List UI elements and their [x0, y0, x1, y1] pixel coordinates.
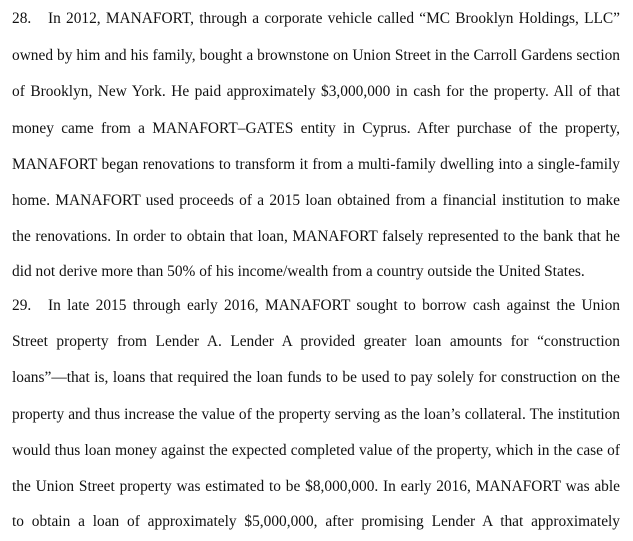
paragraph-28-line-8: did not derive more than 50% of his income/wealth from a country outside the United States. — [12, 263, 585, 280]
paragraph-29-line-2: Street property from Lender A. Lender A provided greater loan amounts for “construction — [12, 333, 620, 350]
paragraph-28-line-2: owned by him and his family, bought a brownstone on Union Street in the Carroll Gardens section — [12, 47, 620, 64]
paragraph-29-line-4: property and thus increase the value of the property serving as the loan’s collateral. The institution — [12, 406, 620, 423]
paragraph-28-line-6: home. MANAFORT used proceeds of a 2015 loan obtained from a financial institution to make — [12, 192, 620, 209]
paragraph-29-line-5: would thus loan money against the expected completed value of the property, which in the case of — [12, 442, 620, 459]
paragraph-text: In late 2015 through early 2016, MANAFORT sought to borrow cash against the Union — [48, 297, 620, 314]
paragraph-29-line-6: the Union Street property was estimated to be $8,000,000. In early 2016, MANAFORT was able — [12, 478, 620, 495]
paragraph-text: In 2012, MANAFORT, through a corporate vehicle called “MC Brooklyn Holdings, LLC” — [48, 10, 620, 27]
paragraph-29-line-3: loans”—that is, loans that required the loan funds to be used to pay solely for construction on the — [12, 369, 620, 386]
paragraph-28-line-7: the renovations. In order to obtain that loan, MANAFORT falsely represented to the bank that he — [12, 228, 620, 245]
paragraph-28-line-3: of Brooklyn, New York. He paid approximately $3,000,000 in cash for the property. All of that — [12, 83, 620, 100]
paragraph-29-line-7: to obtain a loan of approximately $5,000,000, after promising Lender A that approximately — [12, 513, 620, 530]
paragraph-number: 28. — [12, 10, 32, 27]
paragraph-29-line-1 — [12, 296, 620, 316]
paragraph-number: 29. — [12, 297, 32, 314]
paragraph-28-line-1 — [12, 9, 620, 29]
paragraph-28-line-4: money came from a MANAFORT–GATES entity in Cyprus. After purchase of the property, — [12, 120, 620, 137]
paragraph-28-line-5: MANAFORT began renovations to transform it from a multi-family dwelling into a single-family — [12, 156, 620, 173]
